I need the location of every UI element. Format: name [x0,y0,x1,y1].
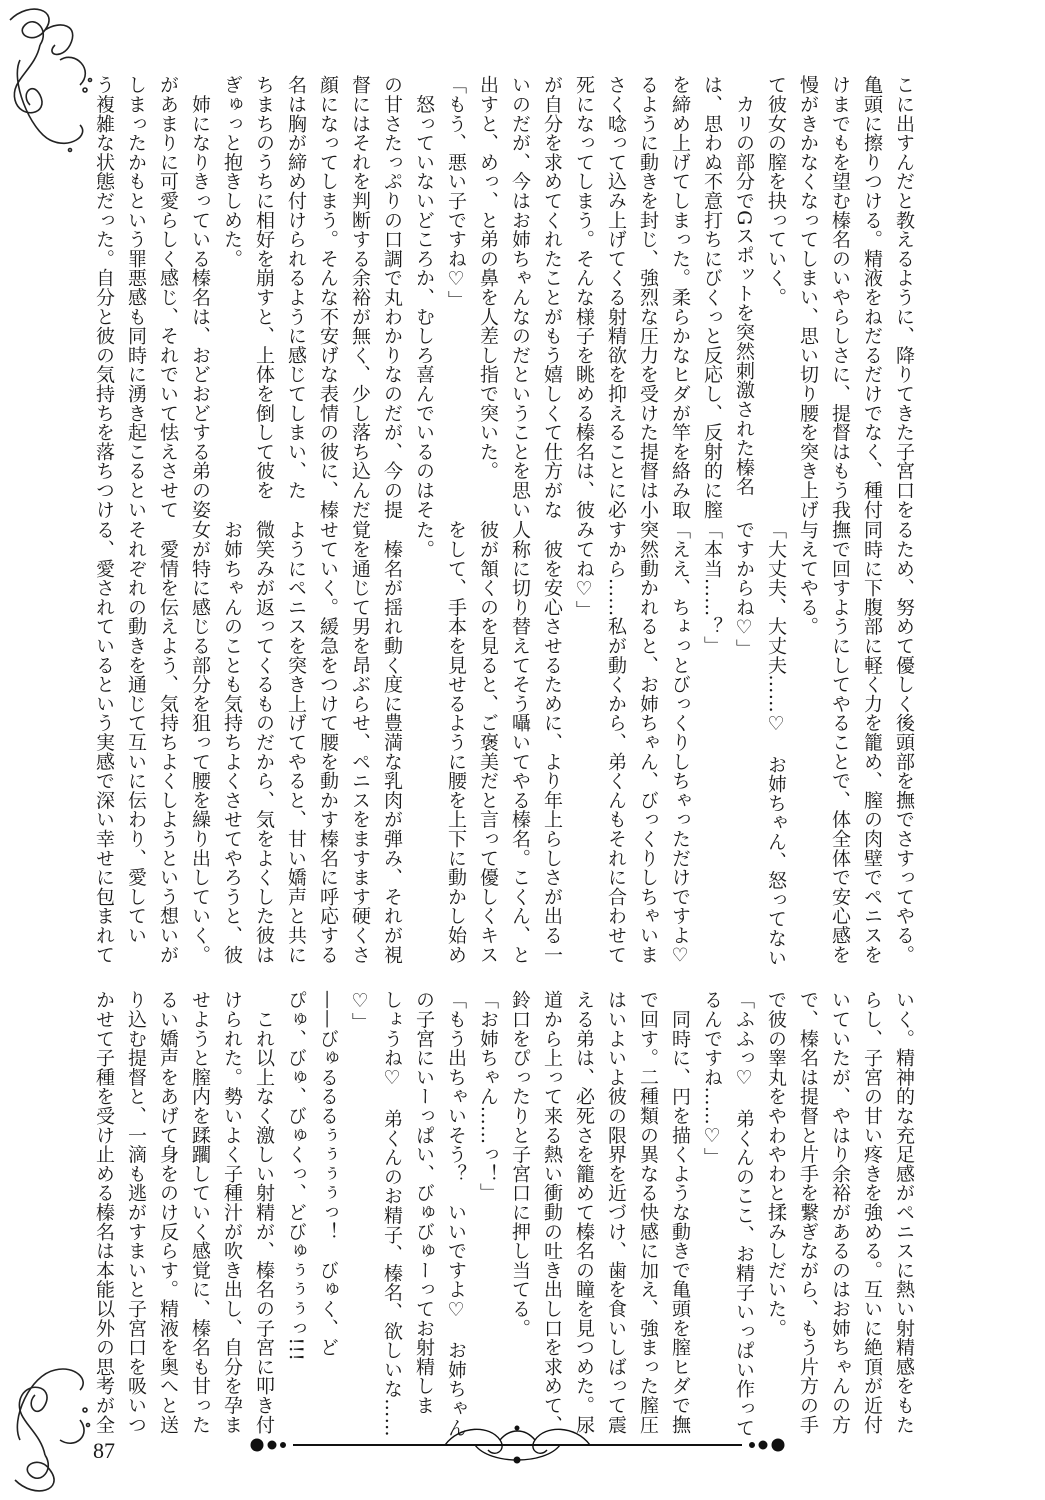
text-line: で回す。二種類の異なる快感に加え、強まった膣圧 [637,990,659,1434]
text-line: ♡」 [349,990,371,1032]
text-line: るように動きを封じ、強烈な圧力を受けた提督は小 [637,75,659,519]
text-line: みてね♡」 [573,520,595,620]
text-line: しょうね♡ 弟くんのお精子、榛名、欲しいな…… [381,990,403,1437]
text-line: 同時に、円を描くような動きで亀頭を膣ヒダで撫 [669,990,691,1434]
text-line: 鈴口をぴったりと子宮口に押し当てる。 [509,990,531,1338]
text-line: こに出すんだと教えるように、降りてきた子宮口を [893,75,915,519]
text-line: お姉ちゃんのことも気持ちよくさせてやろうと、彼 [221,520,243,964]
text-line: 榛名が揺れ動く度に豊満な乳肉が弾み、それが視 [381,520,403,964]
text-line: う複雑な状態だった。自分と彼の気持ちを落ちつけ [93,75,115,519]
text-line: 出すと、めっ、と弟の鼻を人差し指で突いた。 [477,75,499,481]
text-line: 「本当……？」 [701,520,723,656]
text-line: で、榛名は提督と片手を繋ぎながら、もう片方の手 [797,990,819,1434]
text-line: それぞれの動きを通じて互いに伝わり、愛してい [125,520,147,945]
text-line: せようと膣内を蹂躙していく感覚に、榛名も甘った [189,990,211,1434]
text-line: るい嬌声をあげて身をのけ反らす。精液を奥へと送 [157,990,179,1434]
footer-divider-ornament [245,1420,790,1470]
text-line: の子宮にいーっぱい、びゅびゅーってお射精しま [413,990,435,1415]
text-line: 与えてやる。 [797,520,819,636]
text-line: の甘さたっぷりの口調で丸わかりなのだが、今の提 [381,75,403,519]
text-line: らし、子宮の甘い疼きを強める。互いに絶頂が近付 [861,990,883,1434]
text-block-middle [80,520,920,967]
text-line: 愛情を伝えよう、気持ちよくしようという想いが [157,520,179,964]
text-line: ですからね♡」 [733,520,755,659]
text-line: 顔になってしまう。そんな不安げな表情の彼に、榛 [317,75,339,519]
text-line: 人称に切り替えてそう囁いてやる榛名。こくん、と [509,520,531,964]
text-line: ちまちのうちに相好を崩すと、上体を倒して彼を [253,75,275,500]
text-line: 微笑みが返ってくるものだから、気をよくした彼は [253,520,275,964]
text-line: ぎゅっと抱きしめた。 [221,75,243,268]
text-line: ——びゅるるるぅぅぅぅっ！ びゅく、ど [317,990,339,1357]
text-line: せていく。緩急をつけて腰を動かす榛名に呼応する [317,520,339,964]
text-line: ぴゅ、びゅ、びゅくっ、どびゅぅぅぅっ!!! [285,990,307,1362]
text-line: けられた。勢いよく子種汁が吹き出し、自分を孕ま [221,990,243,1434]
text-line: これ以上なく激しい射精が、榛名の子宮に叩き付 [253,990,275,1434]
text-line: いく。精神的な充足感がペニスに熱い射精感をもた [893,990,915,1434]
text-line: 慢がきかなくなってしまい、思い切り腰を突き上げ [797,75,819,519]
text-line: は、思わぬ不意打ちにびくっと反応し、反射的に膣 [701,75,723,519]
text-line: 名は胸が締め付けられるように感じてしまい、た [285,75,307,500]
text-line: いのだが、今はお姉ちゃんなのだということを思い [509,75,531,519]
text-line: 「大丈夫、大丈夫……♡ お姉ちゃん、怒ってない [765,520,787,967]
text-line: り込む提督と、一滴も逃がすまいと子宮口を吸いつ [125,990,147,1434]
text-line: 姉になりきっている榛名は、おどおどする弟の姿 [189,75,211,519]
text-line: すから……私が動くから、弟くんもそれに合わせて [605,520,627,964]
text-line: 彼を安心させるために、より年上らしさが出る一 [541,520,563,964]
text-line: るため、努めて優しく後頭部を撫でさすってやる。 [893,520,915,964]
text-line: 「もう、悪い子ですね♡」 [445,75,467,310]
text-line: 「もう出ちゃいそう？ いいですよ♡ お姉ちゃん [445,990,467,1437]
text-line: 督にはそれを判断する余裕が無く、少し落ち込んだ [349,75,371,519]
page-number: 87 [93,1438,115,1463]
text-line: かせて子種を受け止める榛名は本能以外の思考が全 [93,990,115,1434]
text-line: 突然動かれると、お姉ちゃん、びっくりしちゃいま [637,520,659,964]
text-line: を締め上げてしまった。柔らかなヒダが竿を絡み取 [669,75,691,519]
text-line: た。 [413,520,435,559]
text-block-lower [80,990,920,1437]
text-line: える弟は、必死さを籠めて榛名の瞳を見つめた。尿 [573,990,595,1434]
text-line: 「ええ、ちょっとびっくりしちゃっただけですよ♡ [669,520,691,967]
text-line: で彼の睾丸をやわやわと揉みしだいた。 [765,990,787,1338]
text-line: 同時に下腹部に軽く力を籠め、膣の肉壁でペニスを [861,520,883,964]
text-line: さく唸って込み上げてくる射精欲を抑えることに必 [605,75,627,519]
text-line: カリの部分でGスポットを突然刺激された榛名 [733,75,755,496]
text-line: る、愛されているという実感で深い幸せに包まれて [93,520,115,964]
text-line: 怒っていないどころか、むしろ喜んでいるのはそ [413,75,435,519]
text-line: 撫で回すようにしてやることで、体全体で安心感を [829,520,851,964]
text-line: 覚を通じて男を昂ぶらせ、ペニスをますます硬くさ [349,520,371,964]
text-line: けまでもを望む榛名のいやらしさに、提督はもう我 [829,75,851,519]
text-line: 女が特に感じる部分を狙って腰を繰り出していく。 [189,520,211,964]
text-line: 亀頭に擦りつける。精液をねだるだけでなく、種付 [861,75,883,519]
text-line: 道から上って来る熱い衝動の吐き出し口を求めて、 [541,990,563,1434]
text-line: はいよいよ彼の限界を近づけ、歯を食いしばって震 [605,990,627,1434]
text-line: しまったかもという罪悪感も同時に湧き起こるとい [125,75,147,519]
text-line: 死になってしまう。そんな様子を眺める榛名は、彼 [573,75,595,519]
text-line: 「お姉ちゃん……っ！」 [477,990,499,1203]
text-line: るんですね……♡」 [701,990,723,1167]
text-line: が自分を求めてくれたことがもう嬉しくて仕方がな [541,75,563,519]
text-line: 「ふふっ♡ 弟くんのここ、お精子いっぱい作って [733,990,755,1437]
text-line: 彼が頷くのを見ると、ご褒美だと言って優しくキス [477,520,499,964]
text-line: いていたが、やはり余裕があるのはお姉ちゃんの方 [829,990,851,1434]
text-line: があまりに可愛らしく感じ、それでいて怯えさせて [157,75,179,519]
text-block-upper [80,75,920,519]
text-line: て彼女の膣を抉っていく。 [765,75,787,307]
corner-ornament-bottom-left [0,1360,95,1500]
text-line: ようにペニスを突き上げてやると、甘い嬌声と共に [285,520,307,964]
text-line: をして、手本を見せるように腰を上下に動かし始め [445,520,467,964]
